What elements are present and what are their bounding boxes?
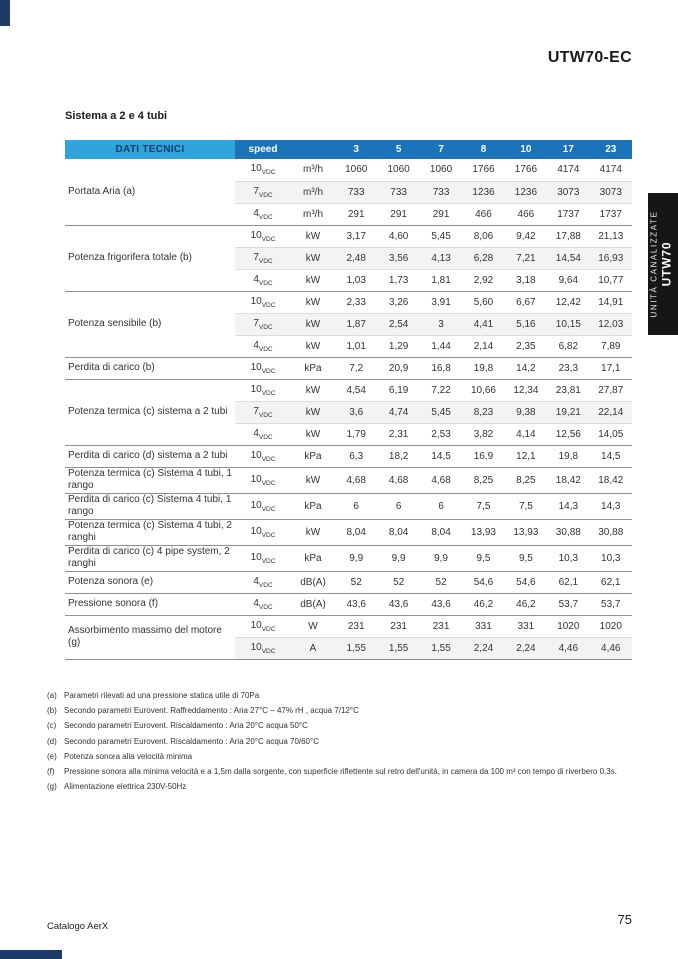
- header-speed-value: 3: [335, 140, 377, 159]
- value-cell: 1766: [462, 159, 504, 181]
- value-cell: 1,87: [335, 313, 377, 335]
- value-cell: 10,66: [462, 379, 504, 401]
- vdc-cell: $4_{VDC}$: [235, 335, 291, 357]
- value-cell: 2,92: [462, 269, 504, 291]
- value-cell: 1236: [462, 181, 504, 203]
- value-cell: 10,3: [547, 545, 589, 571]
- value-cell: 2,31: [377, 423, 419, 445]
- header-unit-spacer: [291, 140, 335, 159]
- footnote: [47, 690, 639, 701]
- value-cell: 466: [462, 203, 504, 225]
- value-cell: 733: [335, 181, 377, 203]
- value-cell: 53,7: [590, 593, 632, 615]
- value-cell: 14,5: [420, 445, 462, 467]
- table-row: [65, 445, 632, 467]
- param-cell: Pressione sonora (f): [65, 593, 235, 615]
- value-cell: 291: [335, 203, 377, 225]
- value-cell: 331: [505, 615, 547, 637]
- value-cell: 54,6: [462, 571, 504, 593]
- unit-cell: kW: [291, 225, 335, 247]
- value-cell: 5,45: [420, 401, 462, 423]
- vdc-cell: $10_{VDC}$: [235, 357, 291, 379]
- value-cell: 2,33: [335, 291, 377, 313]
- value-cell: 52: [420, 571, 462, 593]
- table-body: [65, 159, 632, 659]
- value-cell: 1,55: [420, 637, 462, 659]
- value-cell: 4,46: [547, 637, 589, 659]
- value-cell: 3073: [547, 181, 589, 203]
- value-cell: 21,13: [590, 225, 632, 247]
- value-cell: 4,68: [377, 467, 419, 493]
- value-cell: 3,82: [462, 423, 504, 445]
- side-tab: [648, 193, 678, 335]
- value-cell: 43,6: [335, 593, 377, 615]
- unit-cell: kW: [291, 313, 335, 335]
- unit-cell: dB(A): [291, 593, 335, 615]
- value-cell: 12,42: [547, 291, 589, 313]
- vdc-cell: $10_{VDC}$: [235, 445, 291, 467]
- value-cell: 9,9: [377, 545, 419, 571]
- value-cell: 9,9: [335, 545, 377, 571]
- param-cell: Perdita di carico (c) 4 pipe system, 2 ranghi: [65, 545, 235, 571]
- value-cell: 10,77: [590, 269, 632, 291]
- value-cell: 7,22: [420, 379, 462, 401]
- unit-cell: m³/h: [291, 159, 335, 181]
- value-cell: 14,54: [547, 247, 589, 269]
- value-cell: 331: [462, 615, 504, 637]
- value-cell: 4,68: [420, 467, 462, 493]
- vdc-cell: $4_{VDC}$: [235, 269, 291, 291]
- unit-cell: dB(A): [291, 571, 335, 593]
- unit-cell: m³/h: [291, 203, 335, 225]
- value-cell: 1,55: [377, 637, 419, 659]
- value-cell: 2,14: [462, 335, 504, 357]
- param-cell: Perdita di carico (d) sistema a 2 tubi: [65, 445, 235, 467]
- param-cell: Potenza termica (c) Sistema 4 tubi, 1 rango: [65, 467, 235, 493]
- value-cell: 20,9: [377, 357, 419, 379]
- technical-data-table: [65, 140, 632, 660]
- param-cell: Perdita di carico (b): [65, 357, 235, 379]
- footnote-text: Secondo parametri Eurovent. Riscaldamento : Aria 20°C acqua 50°C: [64, 721, 308, 731]
- value-cell: 4,46: [590, 637, 632, 659]
- unit-cell: m³/h: [291, 181, 335, 203]
- value-cell: 3,18: [505, 269, 547, 291]
- value-cell: 8,04: [377, 519, 419, 545]
- value-cell: 30,88: [590, 519, 632, 545]
- vdc-cell: $10_{VDC}$: [235, 291, 291, 313]
- value-cell: 14,3: [547, 493, 589, 519]
- value-cell: 1,03: [335, 269, 377, 291]
- param-cell: Potenza termica (c) sistema a 2 tubi: [65, 379, 235, 445]
- value-cell: 5,16: [505, 313, 547, 335]
- table-row: [65, 225, 632, 247]
- unit-cell: kPa: [291, 445, 335, 467]
- vdc-cell: $4_{VDC}$: [235, 423, 291, 445]
- value-cell: 13,93: [505, 519, 547, 545]
- footnote-text: Pressione sonora alla minima velocità e a 1,5m dalla sorgente, con superficie riflettente sul retro dell'unità, in camera da 100 m³ con tempo di riverbero 0,3s.: [64, 766, 617, 776]
- value-cell: 4,13: [420, 247, 462, 269]
- value-cell: 13,93: [462, 519, 504, 545]
- value-cell: 2,24: [462, 637, 504, 659]
- footnote-key: (d): [47, 736, 57, 746]
- value-cell: 8,25: [462, 467, 504, 493]
- param-cell: Potenza sonora (e): [65, 571, 235, 593]
- header-speed-value: 8: [462, 140, 504, 159]
- value-cell: 14,05: [590, 423, 632, 445]
- vdc-cell: $4_{VDC}$: [235, 571, 291, 593]
- value-cell: 52: [335, 571, 377, 593]
- header-speed-value: 5: [377, 140, 419, 159]
- footnote: [47, 720, 639, 731]
- value-cell: 1060: [335, 159, 377, 181]
- value-cell: 9,42: [505, 225, 547, 247]
- footnote: [47, 781, 639, 792]
- param-cell: Potenza sensibile (b): [65, 291, 235, 357]
- unit-cell: kW: [291, 423, 335, 445]
- unit-cell: kW: [291, 379, 335, 401]
- vdc-cell: $7_{VDC}$: [235, 313, 291, 335]
- value-cell: 16,93: [590, 247, 632, 269]
- unit-cell: kPa: [291, 357, 335, 379]
- value-cell: 14,5: [590, 445, 632, 467]
- value-cell: 4,60: [377, 225, 419, 247]
- unit-cell: kW: [291, 467, 335, 493]
- value-cell: 3,6: [335, 401, 377, 423]
- value-cell: 3,26: [377, 291, 419, 313]
- value-cell: 19,8: [547, 445, 589, 467]
- value-cell: 1060: [377, 159, 419, 181]
- value-cell: 23,81: [547, 379, 589, 401]
- value-cell: 9,5: [462, 545, 504, 571]
- vdc-cell: $10_{VDC}$: [235, 159, 291, 181]
- value-cell: 18,42: [590, 467, 632, 493]
- value-cell: 46,2: [505, 593, 547, 615]
- vdc-cell: $10_{VDC}$: [235, 225, 291, 247]
- value-cell: 4,54: [335, 379, 377, 401]
- vdc-cell: $10_{VDC}$: [235, 493, 291, 519]
- value-cell: 12,34: [505, 379, 547, 401]
- vdc-cell: $10_{VDC}$: [235, 519, 291, 545]
- footer-catalog-name: Catalogo AerX: [47, 921, 109, 932]
- footnote-text: Secondo parametri Eurovent. Riscaldamento : Aria 20°C acqua 70/60°C: [64, 736, 319, 746]
- value-cell: 9,64: [547, 269, 589, 291]
- footnote-text: Potenza sonora alla velocità minima: [64, 751, 193, 761]
- value-cell: 18,2: [377, 445, 419, 467]
- vdc-cell: $10_{VDC}$: [235, 379, 291, 401]
- value-cell: 10,3: [590, 545, 632, 571]
- unit-cell: W: [291, 615, 335, 637]
- unit-cell: kW: [291, 291, 335, 313]
- header-dati-tecnici: DATI TECNICI: [65, 140, 235, 159]
- value-cell: 43,6: [420, 593, 462, 615]
- value-cell: 1060: [420, 159, 462, 181]
- value-cell: 6: [377, 493, 419, 519]
- unit-cell: A: [291, 637, 335, 659]
- footnote: [47, 705, 639, 716]
- footnote: [47, 751, 639, 762]
- value-cell: 62,1: [547, 571, 589, 593]
- value-cell: 43,6: [377, 593, 419, 615]
- value-cell: 9,5: [505, 545, 547, 571]
- value-cell: 1,55: [335, 637, 377, 659]
- value-cell: 7,2: [335, 357, 377, 379]
- page-title: UTW70-EC: [547, 49, 632, 66]
- value-cell: 5,60: [462, 291, 504, 313]
- header-speed-value: 23: [590, 140, 632, 159]
- header-speed-value: 17: [547, 140, 589, 159]
- table-row: [65, 545, 632, 571]
- value-cell: 17,88: [547, 225, 589, 247]
- value-cell: 1,73: [377, 269, 419, 291]
- vdc-cell: $7_{VDC}$: [235, 181, 291, 203]
- value-cell: 3,56: [377, 247, 419, 269]
- table-row: [65, 493, 632, 519]
- value-cell: 291: [377, 203, 419, 225]
- param-cell: Assorbimento massimo del motore (g): [65, 615, 235, 659]
- vdc-cell: $4_{VDC}$: [235, 203, 291, 225]
- value-cell: 4,14: [505, 423, 547, 445]
- param-cell: Perdita di carico (c) Sistema 4 tubi, 1 rango: [65, 493, 235, 519]
- value-cell: 2,35: [505, 335, 547, 357]
- footnote: [47, 766, 639, 777]
- footnote-text: Parametri rilevati ad una pressione statica utile di 70Pa: [64, 691, 260, 700]
- header-speed-value: 10: [505, 140, 547, 159]
- value-cell: 16,8: [420, 357, 462, 379]
- value-cell: 10,15: [547, 313, 589, 335]
- value-cell: 12,1: [505, 445, 547, 467]
- value-cell: 9,9: [420, 545, 462, 571]
- unit-cell: kW: [291, 247, 335, 269]
- value-cell: 733: [377, 181, 419, 203]
- vdc-cell: $4_{VDC}$: [235, 593, 291, 615]
- value-cell: 8,06: [462, 225, 504, 247]
- value-cell: 3,91: [420, 291, 462, 313]
- value-cell: 8,04: [335, 519, 377, 545]
- value-cell: 1766: [505, 159, 547, 181]
- footnote-text: Secondo parametri Eurovent. Raffreddamento : Aria 27°C – 47% rH , acqua 7/12°C: [64, 706, 359, 716]
- value-cell: 8,23: [462, 401, 504, 423]
- vdc-cell: $10_{VDC}$: [235, 545, 291, 571]
- param-cell: Potenza frigorifera totale (b): [65, 225, 235, 291]
- header-speed-value: 7: [420, 140, 462, 159]
- value-cell: 4,41: [462, 313, 504, 335]
- value-cell: 52: [377, 571, 419, 593]
- footnotes: [47, 690, 639, 796]
- value-cell: 27,87: [590, 379, 632, 401]
- value-cell: 18,42: [547, 467, 589, 493]
- value-cell: 6: [335, 493, 377, 519]
- value-cell: 17,1: [590, 357, 632, 379]
- table-row: [65, 593, 632, 615]
- value-cell: 4,68: [335, 467, 377, 493]
- unit-cell: kPa: [291, 493, 335, 519]
- value-cell: 22,14: [590, 401, 632, 423]
- value-cell: 16,9: [462, 445, 504, 467]
- value-cell: 3,17: [335, 225, 377, 247]
- value-cell: 54,6: [505, 571, 547, 593]
- side-tab-model: UTW70: [660, 241, 675, 287]
- param-cell: Portata Aria (a): [65, 159, 235, 225]
- table-row: [65, 159, 632, 181]
- table-row: [65, 571, 632, 593]
- value-cell: 231: [335, 615, 377, 637]
- value-cell: 14,91: [590, 291, 632, 313]
- table-header-row: [65, 140, 632, 159]
- value-cell: 23,3: [547, 357, 589, 379]
- unit-cell: kW: [291, 269, 335, 291]
- value-cell: 7,21: [505, 247, 547, 269]
- footnote-key: (e): [47, 751, 57, 761]
- footnote-key: (b): [47, 706, 57, 716]
- value-cell: 6,3: [335, 445, 377, 467]
- value-cell: 19,21: [547, 401, 589, 423]
- value-cell: 4174: [590, 159, 632, 181]
- table-row: [65, 615, 632, 637]
- value-cell: 6,67: [505, 291, 547, 313]
- side-tab-label: [650, 210, 676, 317]
- value-cell: 1,81: [420, 269, 462, 291]
- value-cell: 1,44: [420, 335, 462, 357]
- value-cell: 1,01: [335, 335, 377, 357]
- header-speed: speed: [235, 140, 291, 159]
- value-cell: 231: [377, 615, 419, 637]
- value-cell: 2,24: [505, 637, 547, 659]
- unit-cell: kW: [291, 401, 335, 423]
- value-cell: 2,54: [377, 313, 419, 335]
- page-number: 75: [617, 912, 632, 927]
- value-cell: 19,8: [462, 357, 504, 379]
- unit-cell: kW: [291, 519, 335, 545]
- value-cell: 4,74: [377, 401, 419, 423]
- value-cell: 733: [420, 181, 462, 203]
- value-cell: 8,04: [420, 519, 462, 545]
- value-cell: 2,48: [335, 247, 377, 269]
- value-cell: 5,45: [420, 225, 462, 247]
- value-cell: 7,5: [462, 493, 504, 519]
- footnote-key: (f): [47, 766, 55, 776]
- value-cell: 46,2: [462, 593, 504, 615]
- value-cell: 3: [420, 313, 462, 335]
- unit-cell: kW: [291, 335, 335, 357]
- corner-mark-bottom: [0, 950, 62, 959]
- value-cell: 2,53: [420, 423, 462, 445]
- value-cell: 8,25: [505, 467, 547, 493]
- vdc-cell: $10_{VDC}$: [235, 637, 291, 659]
- vdc-cell: $7_{VDC}$: [235, 247, 291, 269]
- vdc-cell: $10_{VDC}$: [235, 467, 291, 493]
- value-cell: 291: [420, 203, 462, 225]
- value-cell: 6,82: [547, 335, 589, 357]
- vdc-cell: $7_{VDC}$: [235, 401, 291, 423]
- value-cell: 9,38: [505, 401, 547, 423]
- footnote-key: (a): [47, 691, 57, 700]
- value-cell: 1,29: [377, 335, 419, 357]
- value-cell: 14,3: [590, 493, 632, 519]
- value-cell: 6: [420, 493, 462, 519]
- side-tab-category: UNITÀ CANALIZZATE: [650, 210, 660, 318]
- value-cell: 14,2: [505, 357, 547, 379]
- value-cell: 12,56: [547, 423, 589, 445]
- footnote: [47, 736, 639, 747]
- footnote-key: (g): [47, 782, 57, 792]
- value-cell: 7,5: [505, 493, 547, 519]
- param-cell: Potenza termica (c) Sistema 4 tubi, 2 ranghi: [65, 519, 235, 545]
- value-cell: 1737: [590, 203, 632, 225]
- value-cell: 30,88: [547, 519, 589, 545]
- value-cell: 53,7: [547, 593, 589, 615]
- value-cell: 1236: [505, 181, 547, 203]
- value-cell: 1,79: [335, 423, 377, 445]
- value-cell: 231: [420, 615, 462, 637]
- table-row: [65, 291, 632, 313]
- footnote-text: Alimentazione elettrica 230V-50Hz: [64, 782, 187, 792]
- value-cell: 12,03: [590, 313, 632, 335]
- table-row: [65, 379, 632, 401]
- table-row: [65, 357, 632, 379]
- corner-mark-top: [0, 0, 10, 26]
- section-heading: Sistema a 2 e 4 tubi: [65, 110, 168, 122]
- table-row: [65, 519, 632, 545]
- value-cell: 4174: [547, 159, 589, 181]
- value-cell: 7,89: [590, 335, 632, 357]
- value-cell: 1020: [590, 615, 632, 637]
- value-cell: 6,28: [462, 247, 504, 269]
- unit-cell: kPa: [291, 545, 335, 571]
- footnote-key: (c): [47, 721, 57, 731]
- value-cell: 1020: [547, 615, 589, 637]
- vdc-cell: $10_{VDC}$: [235, 615, 291, 637]
- value-cell: 466: [505, 203, 547, 225]
- table-row: [65, 467, 632, 493]
- value-cell: 62,1: [590, 571, 632, 593]
- value-cell: 6,19: [377, 379, 419, 401]
- value-cell: 3073: [590, 181, 632, 203]
- value-cell: 1737: [547, 203, 589, 225]
